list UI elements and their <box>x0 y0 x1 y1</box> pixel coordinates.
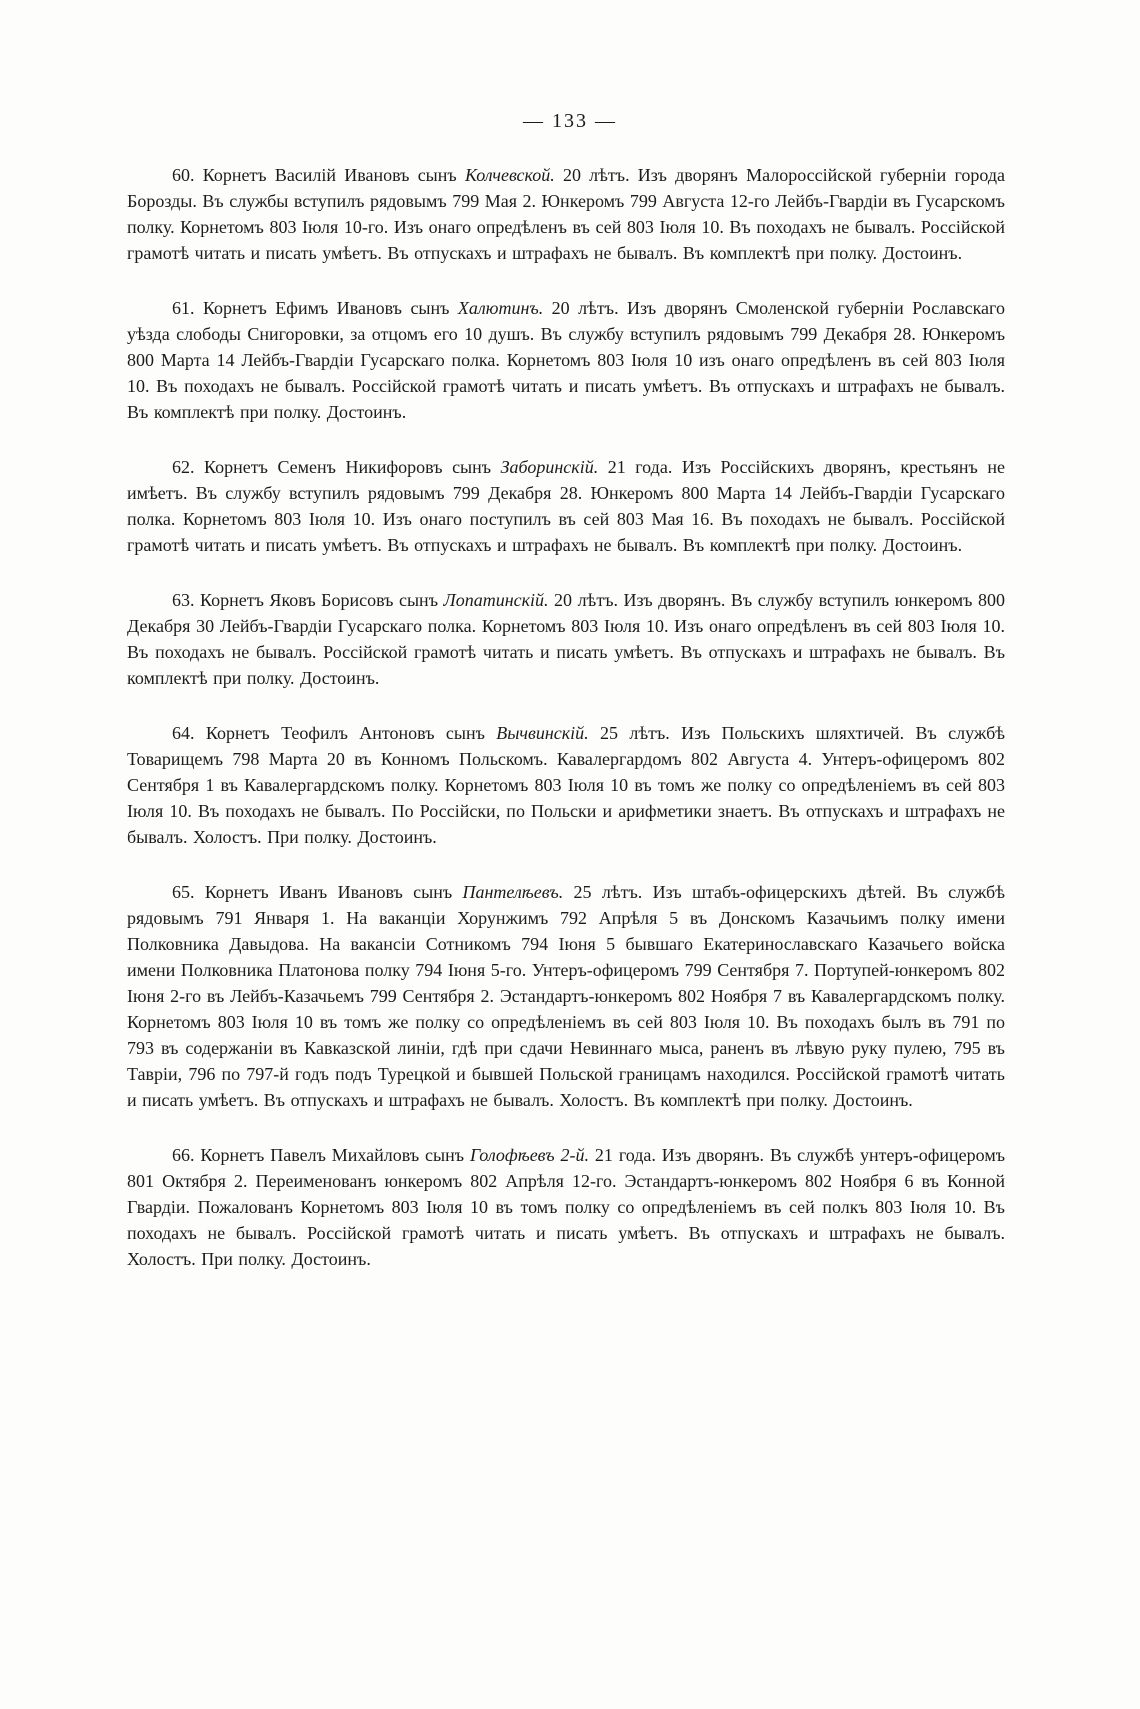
entry-66 <box>127 1142 1005 1272</box>
entry-text: 21 года. Изъ Россійскихъ дворянъ, крестьянъ не имѣетъ. Въ службу вступилъ рядовымъ 799 Декабря 28. Юнкеромъ 800 Марта 14 Лейбъ-Гвардіи Гусарскаго полка. Корнетомъ 803 Іюля 10. Изъ онаго поступилъ въ сей 803 Мая 16. Въ походахъ не бывалъ. Россійской грамотѣ читать и писать умѣетъ. Въ отпускахъ и штрафахъ не бывалъ. Въ комплектѣ при полку. Достоинъ. <box>127 457 1005 555</box>
entry-text: 20 лѣтъ. Изъ дворянъ. Въ службу вступилъ юнкеромъ 800 Декабря 30 Лейбъ-Гвардіи Гусарскаго полка. Корнетомъ 803 Іюля 10. Изъ онаго опредѣленъ въ сей 803 Іюля 10. Въ походахъ не бывалъ. Россійской грамотѣ читать и писать умѣетъ. Въ отпускахъ и штрафахъ не бывалъ. Въ комплектѣ при полку. Достоинъ. <box>127 590 1005 688</box>
entry-lead: 64. Корнетъ Теофилъ Антоновъ сынъ <box>172 723 497 743</box>
entry-65 <box>127 879 1005 1113</box>
entry-surname: Колчевской. <box>464 165 555 185</box>
entry-surname: Лопатинскій. <box>443 590 549 610</box>
entry-lead: 63. Корнетъ Яковъ Борисовъ сынъ <box>172 590 444 610</box>
entry-lead: 60. Корнетъ Василій Ивановъ сынъ <box>172 165 465 185</box>
entry-62 <box>127 454 1005 558</box>
entry-61 <box>127 295 1005 425</box>
entry-text: 25 лѣтъ. Изъ штабъ-офицерскихъ дѣтей. Въ службѣ рядовымъ 791 Января 1. На ваканціи Хорунжимъ 792 Апрѣля 5 въ Донскомъ Казачьимъ полку имени Полковника Давыдова. На вакансіи Сотникомъ 794 Іюня 5 бывшаго Екатеринославскаго Казачьего войска имени Полковника Платонова полку 794 Іюня 5-го. Унтеръ-офицеромъ 799 Сентября 7. Портупей-юнкеромъ 802 Іюня 2-го въ Лейбъ-Казачьемъ 799 Сентября 2. Эстандартъ-юнкеромъ 802 Ноября 7 въ Кавалергардскомъ полку. Корнетомъ 803 Іюля 10 въ томъ же полку со опредѣленіемъ въ сей 803 Іюля 10. Въ походахъ былъ въ 791 по 793 въ содержаніи въ Кавказской линіи, гдѣ при сдачи Невиннаго мыса, раненъ въ лѣвую руку пулею, 795 въ Тавріи, 796 по 797-й годъ подъ Турецкой и бывшей Польской границамъ находился. Россійской грамотѣ читать и писать умѣетъ. Въ отпускахъ и штрафахъ не бывалъ. Холостъ. Въ комплектѣ при полку. Достоинъ. <box>127 882 1005 1110</box>
entry-surname: Пантелѣевъ. <box>462 882 564 902</box>
entry-text: 21 года. Изъ дворянъ. Въ службѣ унтеръ-офицеромъ 801 Октября 2. Переименованъ юнкеромъ 802 Апрѣля 12-го. Эстандартъ-юнкеромъ 802 Ноября 6 въ Конной Гвардіи. Пожалованъ Корнетомъ 803 Іюля 10 въ томъ полку со опредѣленіемъ въ сей полкъ 803 Іюля 10. Въ походахъ не бывалъ. Россійской грамотѣ читать и писать умѣетъ. Въ отпускахъ и штрафахъ не бывалъ. Холостъ. При полку. Достоинъ. <box>127 1145 1006 1269</box>
entry-lead: 65. Корнетъ Иванъ Ивановъ сынъ <box>172 882 463 902</box>
entry-surname: Заборинскій. <box>500 457 599 477</box>
entries-list <box>127 162 1005 1301</box>
entry-63 <box>127 587 1005 691</box>
entry-lead: 66. Корнетъ Павелъ Михайловъ сынъ <box>172 1145 470 1165</box>
entry-text: 25 лѣтъ. Изъ Польскихъ шляхтичей. Въ службѣ Товарищемъ 798 Марта 20 въ Конномъ Польскомъ. Кавалергардомъ 802 Августа 4. Унтеръ-офицеромъ 802 Сентября 1 въ Кавалергардскомъ полку. Корнетомъ 803 Іюля 10 въ томъ же полку со опредѣленіемъ въ сей 803 Іюля 10. Въ походахъ не бывалъ. По Россійски, по Польски и арифметики знаетъ. Въ отпускахъ и штрафахъ не бывалъ. Холостъ. При полку. Достоинъ. <box>127 723 1005 847</box>
entry-text: 20 лѣтъ. Изъ дворянъ Смоленской губерніи Рославскаго уѣзда слободы Снигоровки, за отцомъ его 10 душъ. Въ службу вступилъ рядовымъ 799 Декабря 28. Юнкеромъ 800 Марта 14 Лейбъ-Гвардіи Гусарскаго полка. Корнетомъ 803 Іюля 10 изъ онаго опредѣленъ въ сей 803 Іюля 10. Въ походахъ не бывалъ. Россійской грамотѣ читать и писать умѣетъ. Въ отпускахъ и штрафахъ не бывалъ. Въ комплектѣ при полку. Достоинъ. <box>127 298 1005 422</box>
entry-60 <box>127 162 1005 266</box>
entry-lead: 62. Корнетъ Семенъ Никифоровъ сынъ <box>172 457 501 477</box>
page-number: — 133 — <box>523 110 617 132</box>
entry-surname: Халютинъ. <box>457 298 544 318</box>
entry-64 <box>127 720 1005 850</box>
entry-surname: Вычвинскій. <box>496 723 589 743</box>
entry-lead: 61. Корнетъ Ефимъ Ивановъ сынъ <box>172 298 458 318</box>
entry-text: 20 лѣтъ. Изъ дворянъ Малороссійской губерніи города Борозды. Въ службы вступилъ рядовымъ 799 Мая 2. Юнкеромъ 799 Августа 12-го Лейбъ-Гвардіи въ Гусарскомъ полку. Корнетомъ 803 Іюля 10-го. Изъ онаго опредѣленъ въ сей 803 Іюля 10. Въ походахъ не бывалъ. Россійской грамотѣ читать и писать умѣетъ. Въ отпускахъ и штрафахъ не бывалъ. Въ комплектѣ при полку. Достоинъ. <box>127 165 1006 263</box>
entry-surname: Голофѣевъ 2-й. <box>469 1145 590 1165</box>
